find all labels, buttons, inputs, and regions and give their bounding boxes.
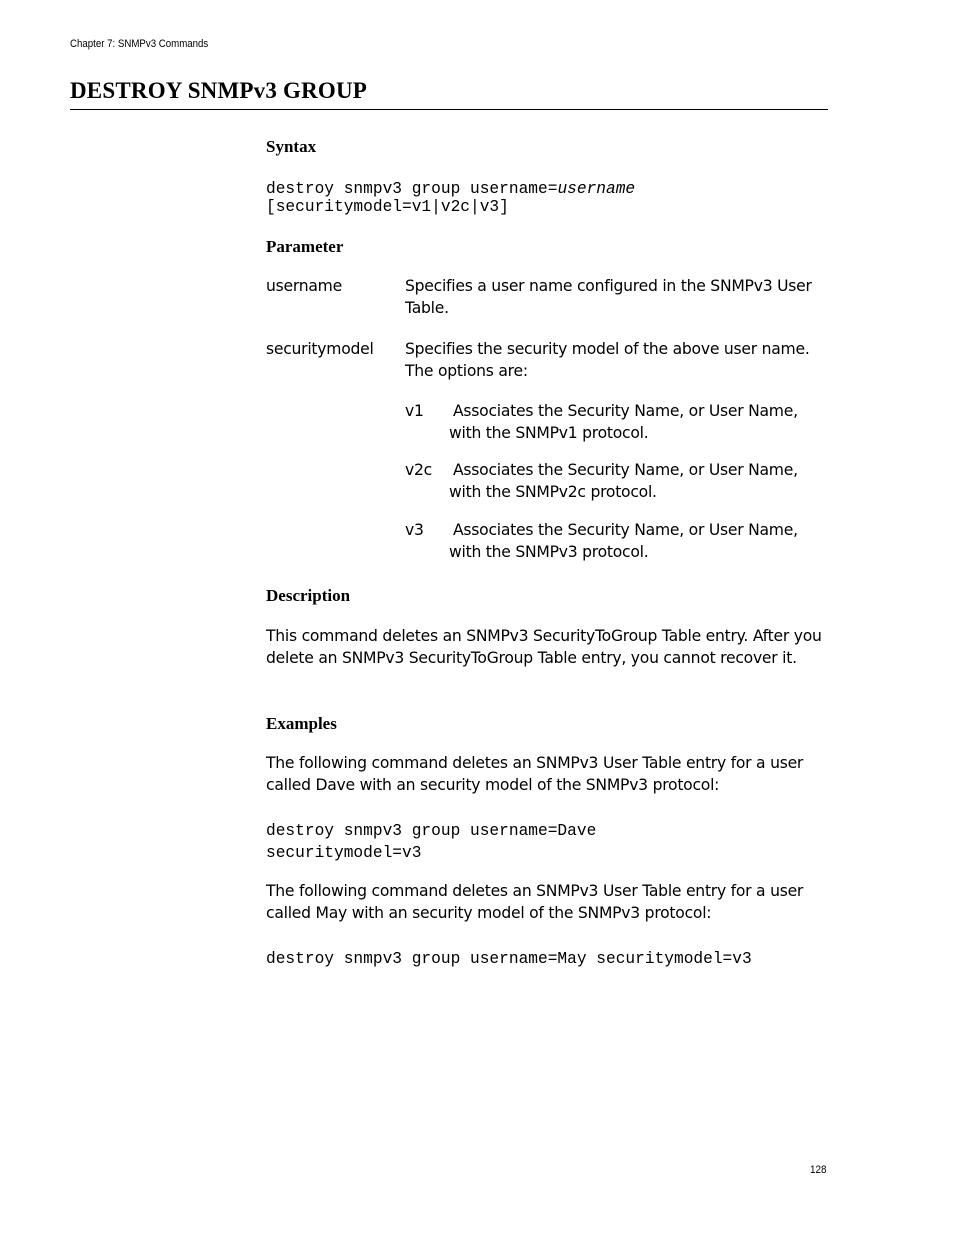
syntax-line-2: [securitymodel=v1|v2c|v3]	[266, 198, 509, 216]
parameter-heading: Parameter	[266, 237, 344, 256]
description-text: This command deletes an SNMPv3 SecurityToGroup Table entry. After you delete an SNMPv3 SecurityToGroup Table entry, you cannot recover it.	[266, 627, 822, 667]
option-v3-description: Associates the Security Name, or User Name, with the SNMPv3 protocol.	[449, 521, 798, 561]
example-1-line-1: destroy snmpv3 group username=Dave	[266, 822, 597, 840]
param-securitymodel-description: Specifies the security model of the above user name. The options are:	[405, 340, 810, 380]
example-2-line-1: destroy snmpv3 group username=May securitymodel=v3	[266, 950, 752, 968]
running-header: Chapter 7: SNMPv3 Commands	[70, 38, 209, 50]
page-title: DESTROY SNMPv3 GROUP	[70, 78, 368, 103]
option-v1-key: v1	[405, 402, 424, 420]
option-v1-description: Associates the Security Name, or User Name, with the SNMPv1 protocol.	[449, 402, 798, 442]
example-1-text: The following command deletes an SNMPv3 User Table entry for a user called Dave with an security model of the SNMPv3 protocol:	[266, 754, 804, 794]
syntax-command: destroy snmpv3 group username=	[266, 180, 558, 198]
option-v3-key: v3	[405, 521, 424, 539]
example-2-text: The following command deletes an SNMPv3 User Table entry for a user called May with an security model of the SNMPv3 protocol:	[266, 882, 804, 922]
syntax-variable: username	[557, 180, 636, 198]
syntax-heading: Syntax	[266, 137, 317, 156]
page-number: 128	[810, 1164, 827, 1176]
syntax-line-1	[266, 180, 635, 198]
examples-heading: Examples	[266, 714, 337, 733]
option-v2c-description: Associates the Security Name, or User Name, with the SNMPv2c protocol.	[449, 461, 798, 501]
option-v2c-key: v2c	[405, 461, 432, 479]
param-username-description: Specifies a user name configured in the SNMPv3 User Table.	[405, 277, 812, 317]
param-securitymodel-name: securitymodel	[266, 340, 374, 358]
description-heading: Description	[266, 586, 351, 605]
param-username-name: username	[266, 277, 342, 295]
example-1-line-2: securitymodel=v3	[266, 844, 422, 862]
title-rule	[70, 109, 828, 110]
